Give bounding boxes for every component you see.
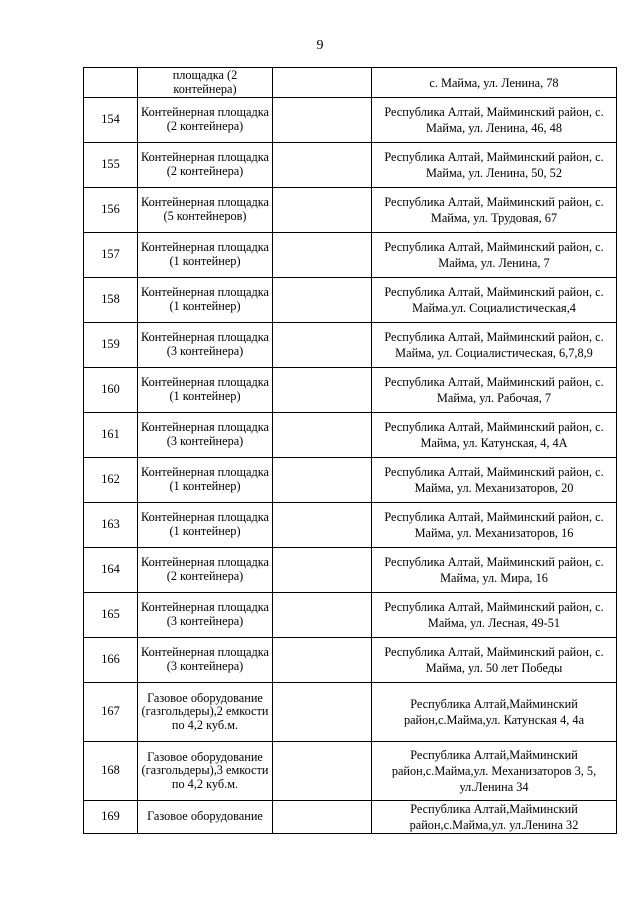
row-number: 161 — [84, 413, 138, 458]
address: Республика Алтай, Майминский район, с. Майма, ул. Механизаторов, 16 — [372, 503, 617, 548]
address: Республика Алтай, Майминский район, с. Майма, ул. Мира, 16 — [372, 548, 617, 593]
row-number: 159 — [84, 323, 138, 368]
row-number: 169 — [84, 801, 138, 834]
row-number: 160 — [84, 368, 138, 413]
table-row — [84, 143, 617, 188]
table-row — [84, 413, 617, 458]
row-number: 168 — [84, 742, 138, 801]
table-row — [84, 323, 617, 368]
row-note — [273, 278, 372, 323]
table-row — [84, 458, 617, 503]
row-note — [273, 98, 372, 143]
row-note — [273, 742, 372, 801]
row-number: 162 — [84, 458, 138, 503]
row-number — [84, 68, 138, 98]
object-type: Газовое оборудование (газгольдеры),2 емкости по 4,2 куб.м. — [138, 683, 273, 742]
row-note — [273, 503, 372, 548]
object-type: Контейнерная площадка (1 контейнер) — [138, 458, 273, 503]
row-number: 156 — [84, 188, 138, 233]
object-type: Контейнерная площадка (1 контейнер) — [138, 233, 273, 278]
object-type: Газовое оборудование — [138, 801, 273, 834]
object-type: Контейнерная площадка (3 контейнера) — [138, 638, 273, 683]
row-note — [273, 233, 372, 278]
row-note — [273, 68, 372, 98]
address: Республика Алтай, Майминский район, с. Майма, ул. Социалистическая, 6,7,8,9 — [372, 323, 617, 368]
row-number: 157 — [84, 233, 138, 278]
row-note — [273, 458, 372, 503]
row-note — [273, 323, 372, 368]
table-row — [84, 548, 617, 593]
object-type: Контейнерная площадка (3 контейнера) — [138, 593, 273, 638]
table-row — [84, 233, 617, 278]
row-note — [273, 683, 372, 742]
row-note — [273, 188, 372, 233]
row-note — [273, 638, 372, 683]
row-note — [273, 593, 372, 638]
row-number: 163 — [84, 503, 138, 548]
table-row — [84, 801, 617, 834]
object-type: Контейнерная площадка (1 контейнер) — [138, 503, 273, 548]
row-note — [273, 143, 372, 188]
row-note — [273, 413, 372, 458]
table-row — [84, 742, 617, 801]
row-number: 167 — [84, 683, 138, 742]
row-note — [273, 548, 372, 593]
object-type: Газовое оборудование (газгольдеры),3 емкости по 4,2 куб.м. — [138, 742, 273, 801]
row-note — [273, 368, 372, 413]
address: Республика Алтай,Майминский район,с.Майма,ул. ул.Ленина 32 — [372, 801, 617, 834]
object-type: Контейнерная площадка (2 контейнера) — [138, 98, 273, 143]
address: Республика Алтай, Майминский район, с. Майма, ул. Катунская, 4, 4А — [372, 413, 617, 458]
table-row — [84, 593, 617, 638]
object-type: Контейнерная площадка (2 контейнера) — [138, 143, 273, 188]
object-type: Контейнерная площадка (3 контейнера) — [138, 413, 273, 458]
table-row — [84, 68, 617, 98]
address: Республика Алтай,Майминский район,с.Майма,ул. Механизаторов 3, 5, ул.Ленина 34 — [372, 742, 617, 801]
object-type: Контейнерная площадка (3 контейнера) — [138, 323, 273, 368]
row-number: 164 — [84, 548, 138, 593]
address: Республика Алтай, Майминский район, с. Майма, ул. Лесная, 49-51 — [372, 593, 617, 638]
object-type: Контейнерная площадка (1 контейнер) — [138, 278, 273, 323]
address: Республика Алтай, Майминский район, с. Майма, ул. Ленина, 7 — [372, 233, 617, 278]
table-row — [84, 368, 617, 413]
row-number: 154 — [84, 98, 138, 143]
table-row — [84, 638, 617, 683]
row-number: 166 — [84, 638, 138, 683]
address: Республика Алтай, Майминский район, с. Майма, ул. Рабочая, 7 — [372, 368, 617, 413]
row-note — [273, 801, 372, 834]
row-number: 158 — [84, 278, 138, 323]
object-type: Контейнерная площадка (5 контейнеров) — [138, 188, 273, 233]
object-type: Контейнерная площадка (1 контейнер) — [138, 368, 273, 413]
address: Республика Алтай, Майминский район, с. Майма, ул. Трудовая, 67 — [372, 188, 617, 233]
address: с. Майма, ул. Ленина, 78 — [372, 68, 617, 98]
address: Республика Алтай, Майминский район, с. Майма, ул. Механизаторов, 20 — [372, 458, 617, 503]
table-row — [84, 188, 617, 233]
row-number: 155 — [84, 143, 138, 188]
table-row — [84, 278, 617, 323]
table-row — [84, 683, 617, 742]
table-row — [84, 503, 617, 548]
table-body — [84, 68, 617, 834]
container-sites-table — [83, 67, 617, 834]
address: Республика Алтай,Майминский район,с.Майма,ул. Катунская 4, 4а — [372, 683, 617, 742]
row-number: 165 — [84, 593, 138, 638]
object-type: площадка (2 контейнера) — [138, 68, 273, 98]
address: Республика Алтай, Майминский район, с. Майма, ул. Ленина, 46, 48 — [372, 98, 617, 143]
address: Республика Алтай, Майминский район, с. Майма, ул. Ленина, 50, 52 — [372, 143, 617, 188]
address: Республика Алтай, Майминский район, с. Майма.ул. Социалистическая,4 — [372, 278, 617, 323]
address: Республика Алтай, Майминский район, с. Майма, ул. 50 лет Победы — [372, 638, 617, 683]
page-number: 9 — [316, 38, 324, 53]
object-type: Контейнерная площадка (2 контейнера) — [138, 548, 273, 593]
table-row — [84, 98, 617, 143]
